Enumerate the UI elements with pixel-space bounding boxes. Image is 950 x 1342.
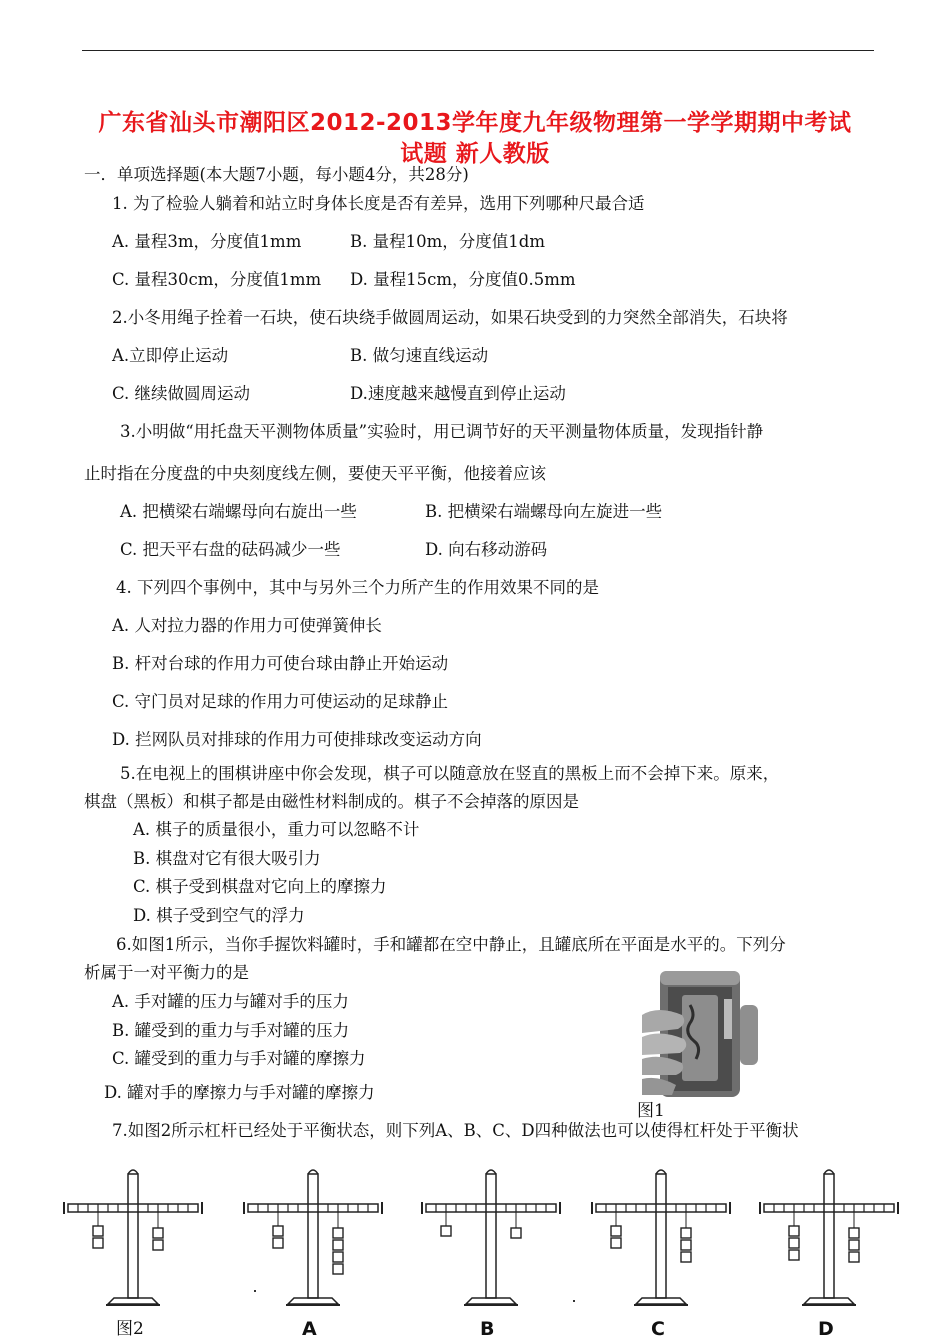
q4-option-d: D. 拦网队员对排球的作用力可使排球改变运动方向 <box>112 730 482 749</box>
q2-option-c: C. 继续做圆周运动 <box>112 384 251 403</box>
q5-option-c: C. 棋子受到棋盘对它向上的摩擦力 <box>133 877 387 896</box>
q3-stem-continued: 止时指在分度盘的中央刻度线左侧，要使天平平衡，他接着应该 <box>84 464 546 483</box>
figure-1-caption: 图1 <box>637 1101 665 1121</box>
q4-option-c: C. 守门员对足球的作用力可使运动的足球静止 <box>112 692 449 711</box>
q6-option-c: C. 罐受到的重力与手对罐的摩擦力 <box>112 1049 366 1068</box>
q5-stem-continued: 棋盘（黑板）和棋子都是由磁性材料制成的。棋子不会掉落的原因是 <box>84 792 579 811</box>
q1-option-a: A. 量程3m，分度值1mm <box>112 232 302 251</box>
q5-option-d: D. 棋子受到空气的浮力 <box>133 906 305 925</box>
exam-title: 广东省汕头市潮阳区2012-2013学年度九年级物理第一学学期期中考试 <box>98 110 852 136</box>
option-a-label: A <box>302 1318 317 1340</box>
q5-stem: 5.在电视上的围棋讲座中你会发现，棋子可以随意放在竖直的黑板上而不会掉下来。原来， <box>120 764 780 783</box>
exam-title-continued: 试题 新人教版 <box>400 141 550 167</box>
q7-stem: 7.如图2所示杠杆已经处于平衡状态，则下列A、B、C、D四种做法也可以使得杠杆处于平衡状 <box>112 1121 799 1140</box>
option-d-label: D <box>818 1318 834 1340</box>
option-c-label: C <box>651 1318 665 1340</box>
q1-option-b: B. 量程10m，分度值1dm <box>350 232 545 251</box>
lever-figure-option-a <box>242 1166 384 1312</box>
q3-option-b: B. 把横梁右端螺母向左旋进一些 <box>425 502 663 521</box>
q3-option-d: D. 向右移动游码 <box>425 540 548 559</box>
q6-option-a: A. 手对罐的压力与罐对手的压力 <box>112 992 349 1011</box>
q3-option-c: C. 把天平右盘的砝码减少一些 <box>120 540 341 559</box>
q6-stem-continued: 析属于一对平衡力的是 <box>84 963 249 982</box>
q4-option-b: B. 杆对台球的作用力可使台球由静止开始运动 <box>112 654 449 673</box>
lever-figure-option-d <box>758 1166 900 1312</box>
section-heading: 一．单项选择题(本大题7小题，每小题4分，共28分) <box>84 165 469 184</box>
q3-stem: 3.小明做“用托盘天平测物体质量”实验时，用已调节好的天平测量物体质量，发现指针静 <box>120 422 764 441</box>
lever-figure-option-b <box>420 1166 562 1312</box>
q3-option-a: A. 把横梁右端螺母向右旋出一些 <box>120 502 357 521</box>
q6-stem: 6.如图1所示，当你手握饮料罐时，手和罐都在空中静止，且罐底所在平面是水平的。下列分 <box>116 935 786 954</box>
q1-option-c: C. 量程30cm，分度值1mm <box>112 270 322 289</box>
q2-option-d: D.速度越来越慢直到停止运动 <box>350 384 566 403</box>
q6-option-d: D. 罐对手的摩擦力与手对罐的摩擦力 <box>104 1083 375 1102</box>
stray-mark <box>573 1300 575 1302</box>
q1-stem: 1. 为了检验人躺着和站立时身体长度是否有差异，选用下列哪种尺最合适 <box>112 194 645 213</box>
q2-option-b: B. 做匀速直线运动 <box>350 346 489 365</box>
q1-option-d: D. 量程15cm，分度值0.5mm <box>350 270 576 289</box>
stray-mark <box>254 1290 256 1292</box>
lever-figure-option-c <box>590 1166 732 1312</box>
hand-holding-can-figure <box>642 965 758 1105</box>
q4-stem: 4. 下列四个事例中，其中与另外三个力所产生的作用效果不同的是 <box>116 578 599 597</box>
q5-option-b: B. 棋盘对它有很大吸引力 <box>133 849 321 868</box>
header-rule <box>82 50 874 51</box>
option-b-label: B <box>480 1318 495 1340</box>
q5-option-a: A. 棋子的质量很小，重力可以忽略不计 <box>133 820 420 839</box>
q4-option-a: A. 人对拉力器的作用力可使弹簧伸长 <box>112 616 382 635</box>
lever-figure-2 <box>62 1166 204 1312</box>
figure-2-caption: 图2 <box>116 1319 144 1339</box>
q2-stem: 2.小冬用绳子拴着一石块，使石块绕手做圆周运动，如果石块受到的力突然全部消失，石块将 <box>112 308 788 327</box>
q6-option-b: B. 罐受到的重力与手对罐的压力 <box>112 1021 350 1040</box>
q2-option-a: A.立即停止运动 <box>112 346 229 365</box>
